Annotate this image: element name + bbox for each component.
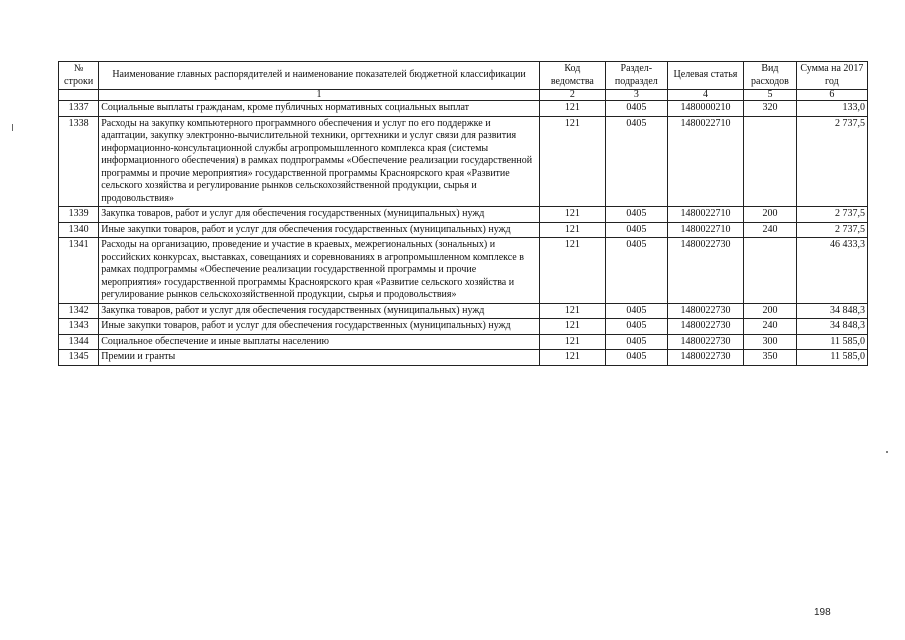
row-name: Расходы на организацию, проведение и участие в краевых, межрегиональных (зональных) и российских конкурсах, выставках, совещаниях и соревнованиях в агропромышленном комплексе в рамках подпрограммы «Обеспечение реализации государственной программы и прочие мероприятия» государственной программы Красноярского края «Развитие сельского хозяйства и регулирование рынков сельскохозяйственной продукции, сырья и продовольствия» — [99, 238, 540, 304]
row-sum: 46 433,3 — [796, 238, 867, 304]
row-target-article: 1480000210 — [667, 101, 743, 117]
row-number: 1341 — [59, 238, 99, 304]
row-expense-kind: 300 — [744, 334, 797, 350]
column-number: 4 — [667, 90, 743, 101]
row-section: 0405 — [605, 207, 667, 223]
row-target-article: 1480022730 — [667, 350, 743, 366]
row-name: Премии и гранты — [99, 350, 540, 366]
column-number: 2 — [539, 90, 605, 101]
row-name: Иные закупки товаров, работ и услуг для обеспечения государственных (муниципальных) нужд — [99, 222, 540, 238]
row-sum: 2 737,5 — [796, 116, 867, 207]
row-sum: 11 585,0 — [796, 350, 867, 366]
row-expense-kind: 350 — [744, 350, 797, 366]
column-number: 6 — [796, 90, 867, 101]
header-section: Раздел-подраздел — [605, 62, 667, 90]
header-sum: Сумма на 2017 год — [796, 62, 867, 90]
row-number: 1342 — [59, 303, 99, 319]
row-sum: 2 737,5 — [796, 222, 867, 238]
row-expense-kind — [744, 116, 797, 207]
column-number: 3 — [605, 90, 667, 101]
row-target-article: 1480022710 — [667, 222, 743, 238]
row-target-article: 1480022730 — [667, 319, 743, 335]
row-name: Иные закупки товаров, работ и услуг для обеспечения государственных (муниципальных) нужд — [99, 319, 540, 335]
row-sum: 2 737,5 — [796, 207, 867, 223]
column-number-row — [59, 90, 868, 101]
row-target-article: 1480022730 — [667, 238, 743, 304]
column-number: 5 — [744, 90, 797, 101]
table-row — [59, 238, 868, 304]
row-target-article: 1480022730 — [667, 303, 743, 319]
row-number: 1340 — [59, 222, 99, 238]
row-number: 1345 — [59, 350, 99, 366]
row-section: 0405 — [605, 334, 667, 350]
row-name: Закупка товаров, работ и услуг для обеспечения государственных (муниципальных) нужд — [99, 207, 540, 223]
row-department-code: 121 — [539, 238, 605, 304]
row-department-code: 121 — [539, 334, 605, 350]
row-expense-kind: 320 — [744, 101, 797, 117]
row-department-code: 121 — [539, 222, 605, 238]
header-row-number: № строки — [59, 62, 99, 90]
row-expense-kind: 240 — [744, 319, 797, 335]
header-department-code: Код ведомства — [539, 62, 605, 90]
table-row — [59, 101, 868, 117]
row-number: 1338 — [59, 116, 99, 207]
column-number — [59, 90, 99, 101]
table-row — [59, 222, 868, 238]
row-section: 0405 — [605, 238, 667, 304]
row-section: 0405 — [605, 222, 667, 238]
row-sum: 34 848,3 — [796, 303, 867, 319]
row-section: 0405 — [605, 116, 667, 207]
row-sum: 34 848,3 — [796, 319, 867, 335]
row-department-code: 121 — [539, 116, 605, 207]
row-target-article: 1480022710 — [667, 207, 743, 223]
header-name: Наименование главных распорядителей и наименование показателей бюджетной классификации — [99, 62, 540, 90]
budget-table — [58, 61, 868, 366]
scan-margin-mark — [12, 124, 13, 131]
row-expense-kind: 240 — [744, 222, 797, 238]
row-department-code: 121 — [539, 207, 605, 223]
row-number: 1343 — [59, 319, 99, 335]
table-header-row — [59, 62, 868, 90]
row-section: 0405 — [605, 101, 667, 117]
table-row — [59, 116, 868, 207]
row-target-article: 1480022730 — [667, 334, 743, 350]
column-number: 1 — [99, 90, 540, 101]
table-row — [59, 350, 868, 366]
row-target-article: 1480022710 — [667, 116, 743, 207]
page-number: 198 — [814, 607, 831, 618]
row-section: 0405 — [605, 303, 667, 319]
header-expense-kind: Вид расходов — [744, 62, 797, 90]
table-row — [59, 319, 868, 335]
row-name: Социальные выплаты гражданам, кроме публичных нормативных социальных выплат — [99, 101, 540, 117]
header-target-article: Целевая статья — [667, 62, 743, 90]
row-expense-kind: 200 — [744, 207, 797, 223]
table-row — [59, 207, 868, 223]
scan-dot-mark — [886, 451, 888, 453]
row-department-code: 121 — [539, 101, 605, 117]
row-sum: 11 585,0 — [796, 334, 867, 350]
table-row — [59, 303, 868, 319]
row-department-code: 121 — [539, 319, 605, 335]
row-expense-kind: 200 — [744, 303, 797, 319]
row-number: 1337 — [59, 101, 99, 117]
row-section: 0405 — [605, 350, 667, 366]
row-section: 0405 — [605, 319, 667, 335]
row-number: 1339 — [59, 207, 99, 223]
row-sum: 133,0 — [796, 101, 867, 117]
table-row — [59, 334, 868, 350]
row-department-code: 121 — [539, 350, 605, 366]
row-name: Социальное обеспечение и иные выплаты населению — [99, 334, 540, 350]
row-name: Закупка товаров, работ и услуг для обеспечения государственных (муниципальных) нужд — [99, 303, 540, 319]
row-expense-kind — [744, 238, 797, 304]
row-department-code: 121 — [539, 303, 605, 319]
row-number: 1344 — [59, 334, 99, 350]
row-name: Расходы на закупку компьютерного программного обеспечения и услуг по его поддержке и адаптации, закупку электронно-вычислительной техники, оргтехники и услуг связи для развития информационно-консультационной службы агропромышленного комплекса края (системы информационного обеспечения) в рамках подпрограммы «Обеспечение реализации государственной программы и прочие мероприятия» государственной программы Красноярского края «Развитие сельского хозяйства и регулирование рынков сельскохозяйственной продукции, сырья и продовольствия» — [99, 116, 540, 207]
